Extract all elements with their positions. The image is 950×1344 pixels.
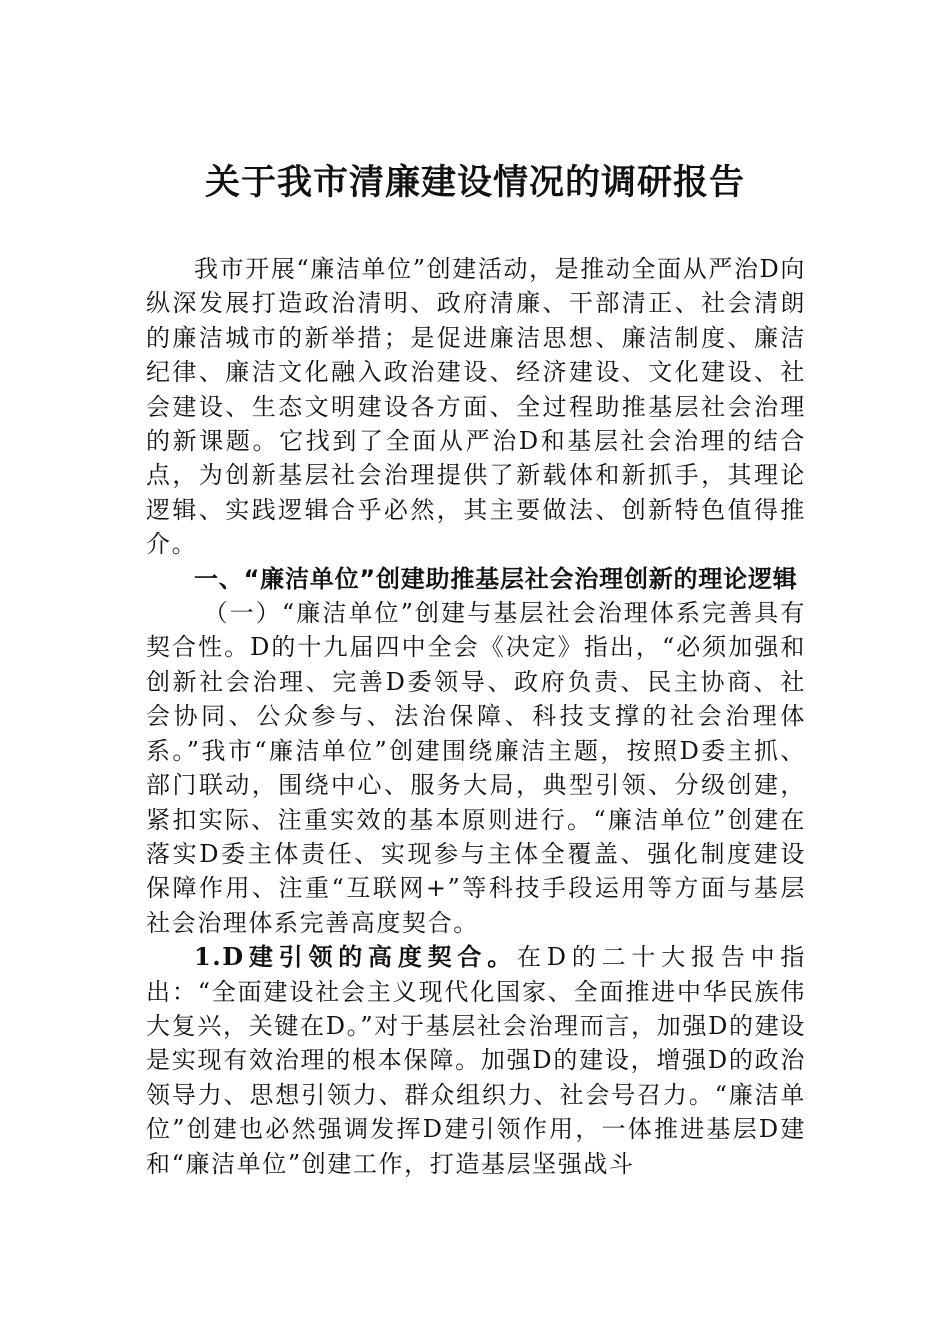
subsection-paragraph xyxy=(146,596,806,940)
subsection-lead: （一）“廉洁单位”创建与基层社会治理体系完善具有契合性。 xyxy=(146,599,806,662)
section-heading: 一、“廉洁单位”创建助推基层社会治理创新的理论逻辑 xyxy=(194,564,798,593)
document-body xyxy=(146,252,806,1181)
document-title: 关于我市清廉建设情况的调研报告 xyxy=(204,162,745,203)
point-lead: 1.D建引领的高度契合。 xyxy=(194,942,517,972)
intro-paragraph: 我市开展“廉洁单位”创建活动，是推动全面从严治D向纵深发展打造政治清明、政府清廉、干部清正、社会清朗的廉洁城市的新举措；是促进廉洁思想、廉洁制度、廉洁纪律、廉洁文化融入政治建设、经济建设、文化建设、社会建设、生态文明建设各方面、全过程助推基层社会治理的新课题。它找到了全面从严治D和基层社会治理的结合点，为创新基层社会治理提供了新载体和新抓手，其理论逻辑、实践逻辑合乎必然，其主要做法、创新特色值得推介。 xyxy=(146,255,806,559)
subsection-body: D的十九届四中全会《决定》指出，“必须加强和创新社会治理、完善D委领导、政府负责、民主协商、社会协同、公众参与、法治保障、科技支撑的社会治理体系。”我市“廉洁单位”创建围绕廉洁主题，按照D委主抓、部门联动，围绕中心、服务大局，典型引领、分级创建，紧扣实际、注重实效的基本原则进行。“廉洁单位”创建在落实D委主体责任、实现参与主体全覆盖、强化制度建设保障作用、注重“互联网+”等科技手段运用等方面与基层社会治理体系完善高度契合。 xyxy=(146,633,806,937)
point-paragraph xyxy=(146,940,806,1181)
point-body: 在D的二十大报告中指出：“全面建设社会主义现代化国家、全面推进中华民族伟大复兴，关键在D。”对于基层社会治理而言，加强D的建设是实现有效治理的根本保障。加强D的建设，增强D的政治领导力、思想引领力、群众组织力、社会号召力。“廉洁单位”创建也必然强调发挥D建引领作用，一体推进基层D建和“廉洁单位”创建工作，打造基层坚强战斗 xyxy=(146,943,806,1178)
